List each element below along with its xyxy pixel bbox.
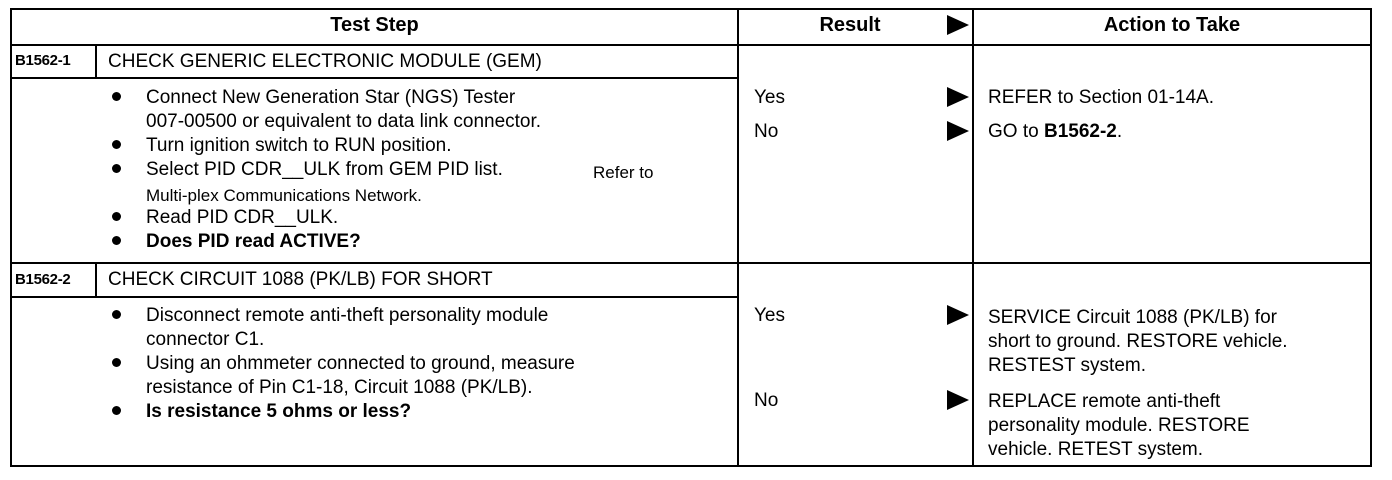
- step1-line: Refer to: [593, 163, 654, 182]
- step1-line: Select PID CDR__ULK from GEM PID list.: [146, 159, 503, 180]
- header-arrow-icon: [947, 15, 969, 35]
- step1-line: Multi-plex Communications Network.: [146, 186, 422, 205]
- step1-line: Read PID CDR__ULK.: [146, 207, 339, 228]
- table-bottom-border: [10, 465, 1372, 467]
- arrow-icon: [947, 390, 969, 410]
- bullet-icon: [112, 92, 121, 101]
- header-test-step: Test Step: [330, 14, 419, 36]
- step1-question: Does PID read ACTIVE?: [146, 231, 361, 252]
- step2-code: B1562-2: [15, 271, 71, 288]
- step1-code: B1562-1: [15, 52, 71, 69]
- step2-line: Using an ohmmeter connected to ground, measure: [146, 353, 575, 374]
- arrow-icon: [947, 305, 969, 325]
- bullet-icon: [112, 406, 121, 415]
- step1-result-no: No: [754, 121, 779, 142]
- action-column-left-border: [972, 8, 974, 467]
- step1-action-yes: REFER to Section 01-14A.: [988, 87, 1214, 108]
- code-column-divider-2: [95, 262, 97, 298]
- step1-line: Connect New Generation Star (NGS) Tester: [146, 87, 516, 108]
- step1-title: CHECK GENERIC ELECTRONIC MODULE (GEM): [108, 51, 542, 72]
- step2-line: resistance of Pin C1-18, Circuit 1088 (PK/LB).: [146, 377, 533, 398]
- header-result: Result: [819, 14, 881, 36]
- step2-line: connector C1.: [146, 329, 265, 350]
- step2-action-yes-line: SERVICE Circuit 1088 (PK/LB) for: [988, 307, 1277, 328]
- code-column-divider-1: [95, 44, 97, 79]
- bullet-icon: [112, 140, 121, 149]
- step2-action-no-line: personality module. RESTORE: [988, 415, 1250, 436]
- step2-line: Disconnect remote anti-theft personality module: [146, 305, 549, 326]
- header-bottom-border: [10, 44, 1372, 46]
- bullet-icon: [112, 358, 121, 367]
- arrow-icon: [947, 87, 969, 107]
- step1-action-no: GO to B1562-2.: [988, 121, 1123, 142]
- step2-title: CHECK CIRCUIT 1088 (PK/LB) FOR SHORT: [108, 269, 493, 290]
- row-divider: [10, 262, 1372, 264]
- step1-action-no-ref: B1562-2: [1043, 121, 1117, 142]
- step2-title-bottom-border: [10, 296, 738, 298]
- step1-line: 007-00500 or equivalent to data link connector.: [146, 111, 542, 132]
- step2-action-no-line: vehicle. RETEST system.: [988, 439, 1204, 460]
- step1-title-bottom-border: [10, 77, 738, 79]
- header-action: Action to Take: [1103, 14, 1241, 36]
- bullet-icon: [112, 310, 121, 319]
- step2-question: Is resistance 5 ohms or less?: [146, 401, 412, 422]
- step2-result-yes: Yes: [754, 305, 785, 326]
- step2-action-yes-line: RESTEST system.: [988, 355, 1147, 376]
- step2-result-no: No: [754, 390, 779, 411]
- table-top-border: [10, 8, 1372, 10]
- arrow-icon: [947, 121, 969, 141]
- bullet-icon: [112, 236, 121, 245]
- step1-result-yes: Yes: [754, 87, 785, 108]
- bullet-icon: [112, 212, 121, 221]
- step2-action-yes-line: short to ground. RESTORE vehicle.: [988, 331, 1288, 352]
- table-left-border: [10, 8, 12, 467]
- result-column-left-border: [737, 8, 739, 467]
- step2-action-no-line: REPLACE remote anti-theft: [988, 391, 1221, 412]
- step1-line: Turn ignition switch to RUN position.: [146, 135, 452, 156]
- table-right-border: [1370, 8, 1372, 467]
- bullet-icon: [112, 164, 121, 173]
